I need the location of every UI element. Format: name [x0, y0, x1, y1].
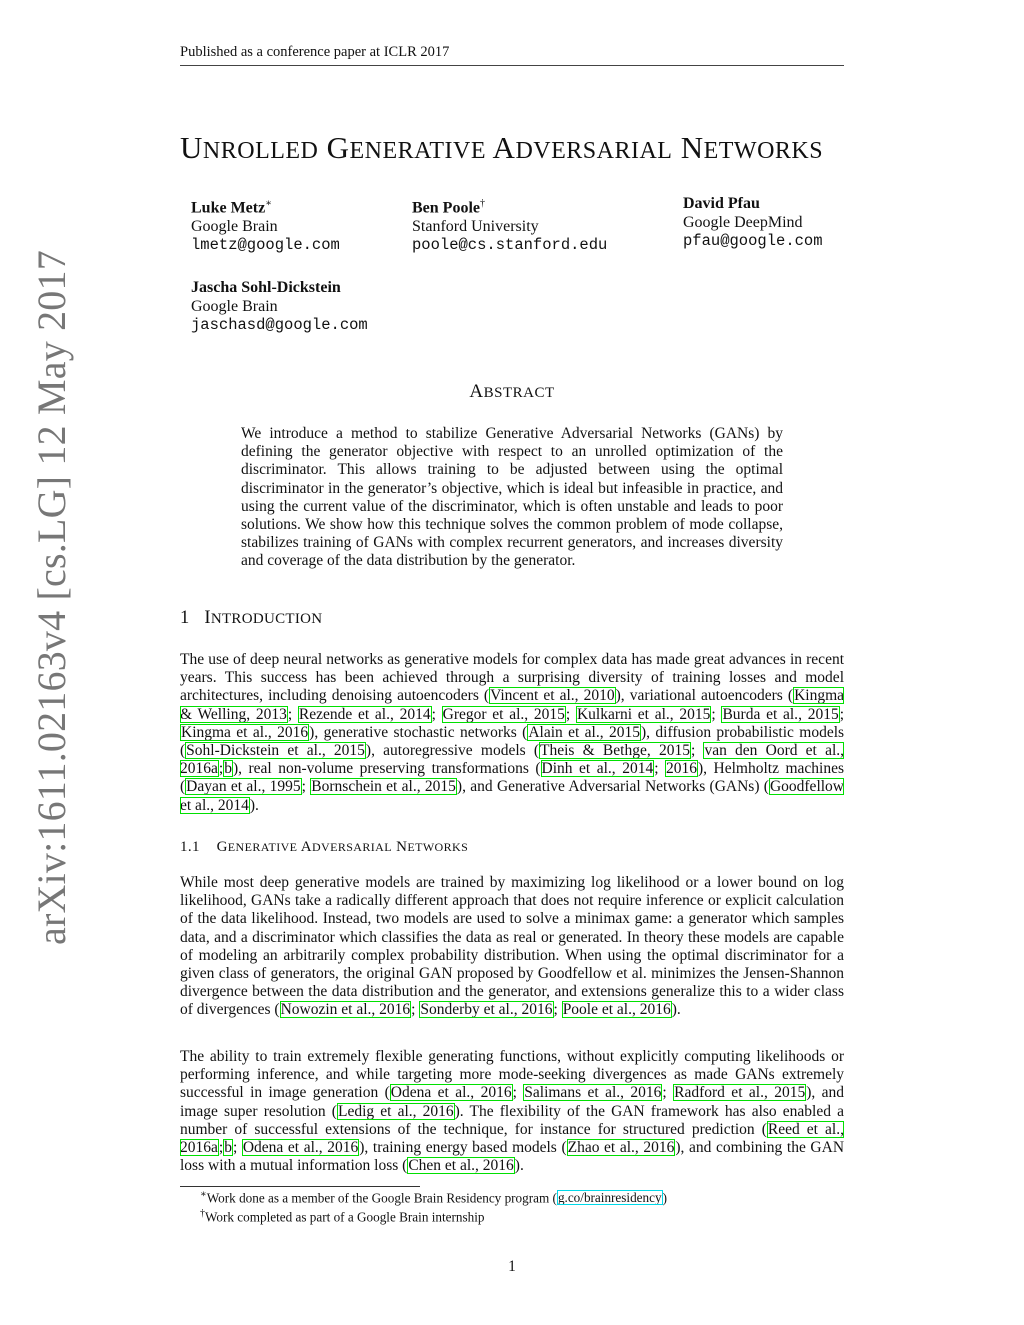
- gan-paragraph-1: While most deep generative models are trained by maximizing log likelihood or a lower bound on log likelihood, GANs take a radically different approach that does not require inference or explicit calculation of the data likelihood. Instead, two models are used to solve a minimax game: a generator which samples data, and a discriminator which classifies the data as real or generated. In theory these models are capable of modeling an arbitrarily complex probability distribution. When using the optimal discriminator for a given class of generators, the original GAN proposed by Goodfellow et al. minimizes the Jensen-Shannon divergence between the data distribution and the generator, and extensions generalize this to a wider class of divergences (Nowozin et al., 2016; Sonderby et al., 2016; Poole et al., 2016).: [180, 874, 844, 1019]
- citation-link[interactable]: Kulkarni et al., 2015: [576, 705, 711, 723]
- citation-link[interactable]: Dinh et al., 2014: [541, 760, 654, 778]
- author-affiliation: Google Brain: [191, 298, 278, 315]
- author-name: Luke Metz: [191, 199, 266, 217]
- author-email[interactable]: poole@cs.stanford.edu: [412, 236, 608, 255]
- gan-paragraph-2: The ability to train extremely flexible generating functions, without explicitly computing likelihoods or performing inference, and while targeting more mode-seeking divergences as made GANs extremely successful in image generation (Odena et al., 2016; Salimans et al., 2016; Radford et al., 2015), and image super resolution (Ledig et al., 2016). The flexibility of the GAN framework has also enabled a number of successful extensions of the technique, for instance for structured prediction (Reed et al., 2016a;b; Odena et al., 2016), training energy based models (Zhao et al., 2016), and combining the GAN loss with a mutual information loss (Chen et al., 2016).: [180, 1048, 845, 1175]
- author-name: Jascha Sohl-Dickstein: [191, 279, 341, 296]
- author-name: David Pfau: [683, 195, 760, 212]
- citation-link[interactable]: Poole et al., 2016: [562, 1001, 671, 1019]
- footnote-2: †Work completed as part of a Google Brain internship: [200, 1208, 485, 1225]
- citation-link[interactable]: Theis & Bethge, 2015: [540, 742, 690, 760]
- page-number: 1: [508, 1258, 516, 1275]
- citation-link[interactable]: Nowozin et al., 2016: [280, 1001, 411, 1019]
- author-block-sohl-dickstein: [191, 278, 368, 335]
- author-affiliation: Stanford University: [412, 218, 539, 236]
- author-email[interactable]: lmetz@google.com: [191, 236, 340, 255]
- citation-link[interactable]: 2016: [666, 760, 697, 778]
- citation-link[interactable]: Reed et al., 2016a: [180, 1120, 844, 1157]
- author-name: Ben Poole: [412, 199, 480, 217]
- author-email[interactable]: pfau@google.com: [683, 232, 823, 250]
- subsection-heading-gans: 1.1 GENERATIVE ADVERSARIAL NETWORKS: [180, 839, 469, 855]
- author-affiliation: Google Brain: [191, 218, 278, 236]
- author-email[interactable]: jaschasd@google.com: [191, 316, 368, 334]
- citation-link[interactable]: Rezende et al., 2014: [298, 705, 431, 723]
- section-heading-introduction: 1 INTRODUCTION: [180, 608, 323, 628]
- citation-link[interactable]: Burda et al., 2015: [722, 705, 839, 723]
- author-block-poole: Ben Poole† Stanford University poole@cs.stanford.edu: [412, 198, 608, 255]
- running-head: Published as a conference paper at ICLR 2017: [180, 44, 844, 66]
- citation-link[interactable]: Radford et al., 2015: [674, 1084, 806, 1102]
- citation-link[interactable]: Salimans et al., 2016: [524, 1084, 662, 1102]
- paper-title: UNROLLED GENERATIVE ADVERSARIAL NETWORKS: [180, 130, 824, 165]
- citation-link[interactable]: Gregor et al., 2015: [442, 705, 565, 723]
- citation-link[interactable]: Sohl-Dickstein et al., 2015: [186, 742, 365, 760]
- citation-link[interactable]: Zhao et al., 2016: [567, 1139, 675, 1157]
- citation-link[interactable]: Alain et al., 2015: [528, 723, 640, 741]
- arxiv-stamp[interactable]: arXiv:1611.02163v4 [cs.LG] 12 May 2017: [29, 250, 74, 945]
- citation-link[interactable]: van den Oord et al., 2016a: [180, 742, 845, 778]
- author-block-pfau: [683, 194, 823, 251]
- abstract-heading: ABSTRACT: [469, 381, 555, 402]
- citation-link[interactable]: Odena et al., 2016: [242, 1139, 359, 1157]
- footnote-rule: [180, 1186, 420, 1187]
- citation-link[interactable]: Dayan et al., 1995: [186, 778, 301, 796]
- author-affiliation: Google DeepMind: [683, 214, 803, 231]
- citation-link[interactable]: Sonderby et al., 2016: [420, 1001, 553, 1019]
- citation-link[interactable]: Vincent et al., 2010: [490, 687, 615, 705]
- citation-link[interactable]: Goodfellow et al., 2014: [180, 778, 844, 814]
- footnote-1: ∗Work done as a member of the Google Brain Residency program (g.co/brainresidency): [200, 1189, 667, 1206]
- citation-link[interactable]: Odena et al., 2016: [390, 1084, 512, 1102]
- citation-link[interactable]: b: [224, 1139, 232, 1157]
- citation-link[interactable]: Kingma & Welling, 2013: [180, 687, 844, 723]
- citation-link[interactable]: Kingma et al., 2016: [181, 723, 309, 741]
- citation-link[interactable]: b: [224, 760, 232, 778]
- residency-link[interactable]: g.co/brainresidency: [557, 1190, 662, 1206]
- citation-link[interactable]: Ledig et al., 2016: [337, 1102, 454, 1120]
- citation-link[interactable]: Chen et al., 2016: [408, 1157, 514, 1175]
- abstract-text: We introduce a method to stabilize Generative Adversarial Networks (GANs) by defining the generator objective with respect to an unrolled optimization of the discriminator. This allows training to be adjusted between using the optimal discriminator in the generator’s objective, which is ideal but infeasible in practice, and using the current value of the discriminator, which is often unstable and leads to poor solutions. We show how this technique solves the common problem of mode collapse, stabilizes training of GANs with complex recurrent generators, and increases diversity and coverage of the data distribution by the generator.: [241, 425, 783, 570]
- citation-link[interactable]: Bornschein et al., 2015: [311, 778, 456, 796]
- author-block-metz: Luke Metz∗ Google Brain lmetz@google.com: [191, 198, 340, 255]
- intro-paragraph: The use of deep neural networks as generative models for complex data has made great advances in recent years. This success has been achieved through a surprising diversity of training losses and model architectures, including denoising autoencoders (Vincent et al., 2010), variational autoencoders (Kingma & Welling, 2013; Rezende et al., 2014; Gregor et al., 2015; Kulkarni et al., 2015; Burda et al., 2015; Kingma et al., 2016), generative stochastic networks (Alain et al., 2015), diffusion probabilistic models (Sohl-Dickstein et al., 2015), autoregressive models (Theis & Bethge, 2015; van den Oord et al., 2016a;b), real non-volume preserving transformations (Dinh et al., 2014; 2016), Helmholtz machines (Dayan et al., 1995; Bornschein et al., 2015), and Generative Adversarial Networks (GANs) (Goodfellow et al., 2014).: [180, 651, 845, 814]
